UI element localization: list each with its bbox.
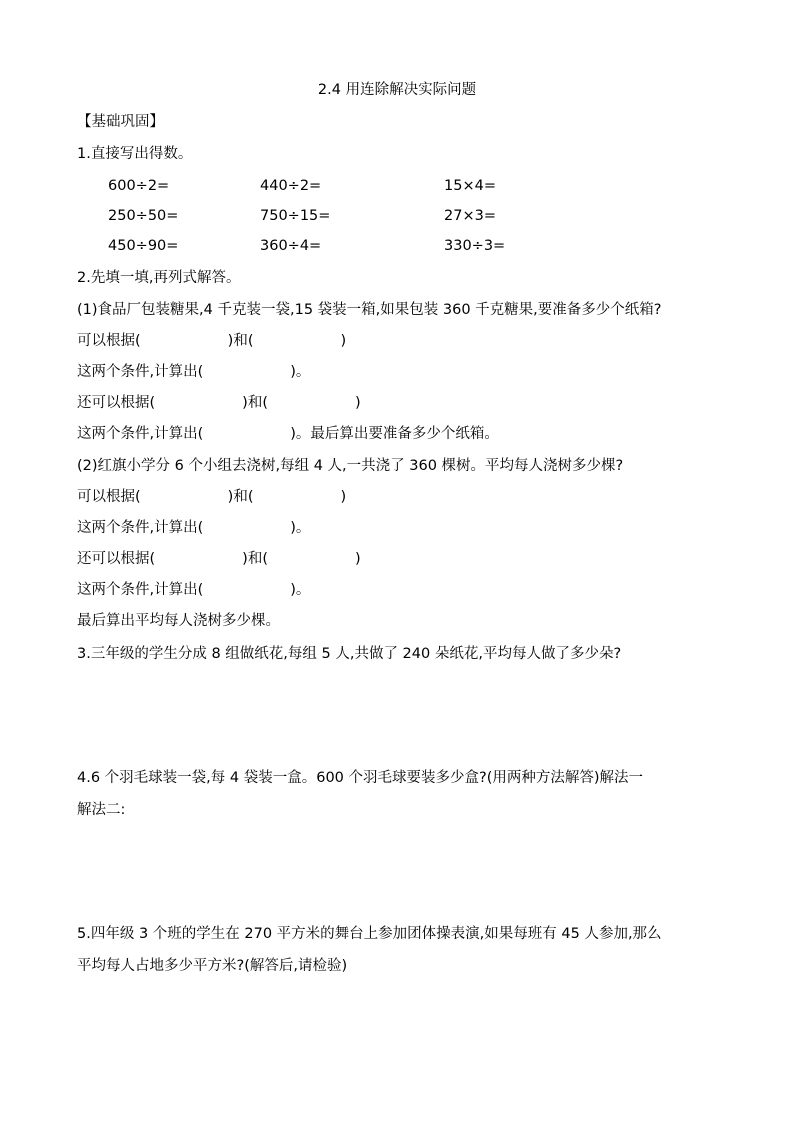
calc-item: 450÷90= (108, 238, 179, 254)
calc-item: 440÷2= (260, 178, 322, 194)
section-heading: 【基础巩固】 (77, 114, 164, 130)
q4-question: 4.6 个羽毛球装一袋,每 4 袋装一盒。600 个羽毛球要装多少盒?(用两种方法解答)解法一 (77, 770, 644, 786)
q2-part2-fill-line: 还可以根据( )和( ) (77, 551, 361, 567)
q1-label: 1.直接写出得数。 (77, 146, 193, 162)
q2-part2-fill-line: 最后算出平均每人浇树多少棵。 (77, 613, 280, 629)
calc-item: 15×4= (444, 178, 496, 194)
calc-item: 750÷15= (260, 208, 331, 224)
q3-question: 3.三年级的学生分成 8 组做纸花,每组 5 人,共做了 240 朵纸花,平均每人做了多少朵? (77, 646, 622, 662)
q2-part1-fill-line: 这两个条件,计算出( )。 (77, 364, 311, 380)
calc-item: 330÷3= (444, 238, 506, 254)
q2-part2-fill-line: 这两个条件,计算出( )。 (77, 582, 311, 598)
calc-item: 600÷2= (108, 178, 170, 194)
q2-part2-fill-line: 可以根据( )和( ) (77, 489, 347, 505)
q2-part1-fill-line: 还可以根据( )和( ) (77, 395, 361, 411)
page-title: 2.4 用连除解决实际问题 (317, 82, 477, 98)
q2-part1-question: (1)食品厂包装糖果,4 千克装一袋,15 袋装一箱,如果包装 360 千克糖果,要准备多少个纸箱? (77, 302, 662, 318)
calc-item: 250÷50= (108, 208, 179, 224)
q5-question-cont: 平均每人占地多少平方米?(解答后,请检验) (77, 958, 348, 974)
q2-part2-fill-line: 这两个条件,计算出( )。 (77, 520, 311, 536)
calc-item: 27×3= (444, 208, 496, 224)
q2-part2-question: (2)红旗小学分 6 个小组去浇树,每组 4 人,一共浇了 360 棵树。平均每人浇树多少棵? (77, 458, 624, 474)
q4-method-two: 解法二: (77, 802, 126, 818)
calc-item: 360÷4= (260, 238, 322, 254)
q5-question: 5.四年级 3 个班的学生在 270 平方米的舞台上参加团体操表演,如果每班有 45 人参加,那么 (77, 926, 662, 942)
q2-label: 2.先填一填,再列式解答。 (77, 270, 241, 286)
q2-part1-fill-line: 可以根据( )和( ) (77, 333, 347, 349)
q2-part1-fill-line: 这两个条件,计算出( )。最后算出要准备多少个纸箱。 (77, 426, 499, 442)
